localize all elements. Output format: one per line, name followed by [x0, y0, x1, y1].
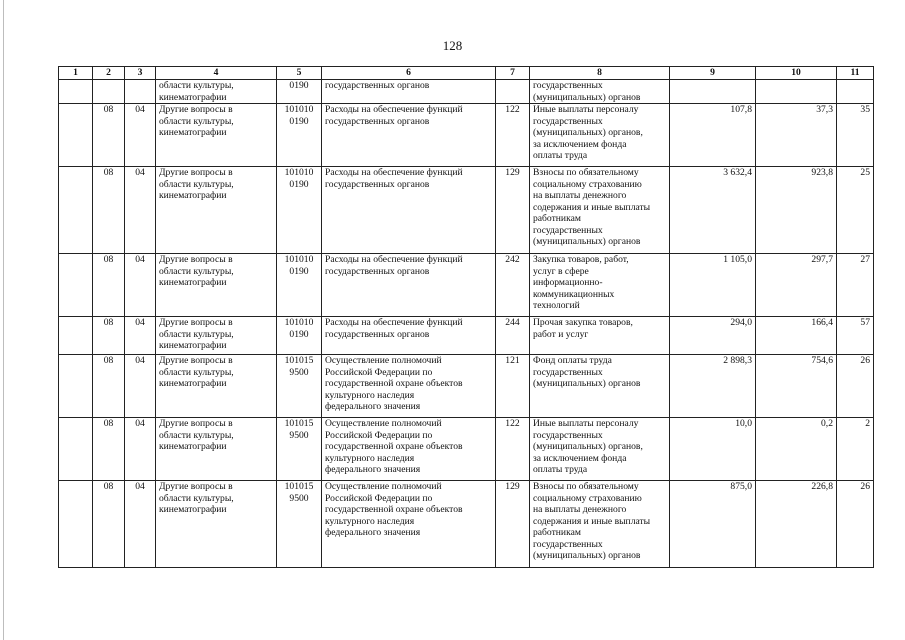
plan-amount-cell [670, 80, 756, 104]
target-article-name-cell: Осуществление полномочий Российской Федерации по государственной охране объектов культурного наследия федерального значения [322, 481, 496, 568]
section-name-cell: Другие вопросы в области культуры, кинематографии [156, 254, 277, 317]
budget-table [58, 66, 874, 568]
target-article-cell: 101015 9500 [277, 481, 322, 568]
header-cell: 1 [59, 67, 93, 80]
percent-executed-cell: 27 [837, 254, 874, 317]
expense-type-code-cell: 121 [496, 355, 530, 418]
executed-amount-cell: 166,4 [756, 317, 837, 355]
target-article-name-cell: Осуществление полномочий Российской Федерации по государственной охране объектов культурного наследия федерального значения [322, 418, 496, 481]
expense-type-code-cell: 129 [496, 167, 530, 254]
target-article-name-cell: Расходы на обеспечение функций государственных органов [322, 167, 496, 254]
section-name-cell: Другие вопросы в области культуры, кинематографии [156, 481, 277, 568]
section-code-cell: 08 [93, 481, 125, 568]
section-code-cell: 08 [93, 254, 125, 317]
percent-executed-cell: 2 [837, 418, 874, 481]
header-cell: 7 [496, 67, 530, 80]
expense-type-code-cell [496, 80, 530, 104]
table-row [59, 418, 874, 481]
expense-type-code-cell: 122 [496, 418, 530, 481]
table-row [59, 355, 874, 418]
executed-amount-cell: 754,6 [756, 355, 837, 418]
col-1-cell [59, 418, 93, 481]
plan-amount-cell: 10,0 [670, 418, 756, 481]
section-name-cell: Другие вопросы в области культуры, кинематографии [156, 355, 277, 418]
subsection-code-cell: 04 [125, 481, 156, 568]
expense-type-name-cell: Иные выплаты персоналу государственных (муниципальных) органов, за исключением фонда оплаты труда [530, 104, 670, 167]
section-name-cell: Другие вопросы в области культуры, кинематографии [156, 167, 277, 254]
expense-type-name-cell: Взносы по обязательному социальному страхованию на выплаты денежного содержания и иные выплаты работникам государственных (муниципальных) органов [530, 481, 670, 568]
percent-executed-cell: 35 [837, 104, 874, 167]
section-code-cell: 08 [93, 418, 125, 481]
executed-amount-cell [756, 80, 837, 104]
section-code-cell: 08 [93, 355, 125, 418]
section-name-cell: Другие вопросы в области культуры, кинематографии [156, 104, 277, 167]
target-article-cell: 101010 0190 [277, 104, 322, 167]
expense-type-code-cell: 122 [496, 104, 530, 167]
expense-type-name-cell: Иные выплаты персоналу государственных (муниципальных) органов, за исключением фонда оплаты труда [530, 418, 670, 481]
header-cell: 4 [156, 67, 277, 80]
target-article-name-cell: Расходы на обеспечение функций государственных органов [322, 254, 496, 317]
section-name-cell: области культуры, кинематографии [156, 80, 277, 104]
table-row [59, 481, 874, 568]
col-1-cell [59, 317, 93, 355]
scan-margin-line [3, 0, 4, 640]
expense-type-code-cell: 244 [496, 317, 530, 355]
section-code-cell: 08 [93, 167, 125, 254]
expense-type-code-cell: 129 [496, 481, 530, 568]
header-row [59, 67, 874, 80]
section-code-cell: 08 [93, 317, 125, 355]
target-article-name-cell: Расходы на обеспечение функций государственных органов [322, 317, 496, 355]
header-cell: 2 [93, 67, 125, 80]
executed-amount-cell: 923,8 [756, 167, 837, 254]
col-1-cell [59, 167, 93, 254]
table-row [59, 317, 874, 355]
header-cell: 6 [322, 67, 496, 80]
executed-amount-cell: 297,7 [756, 254, 837, 317]
percent-executed-cell: 26 [837, 355, 874, 418]
subsection-code-cell: 04 [125, 254, 156, 317]
subsection-code-cell: 04 [125, 104, 156, 167]
plan-amount-cell: 3 632,4 [670, 167, 756, 254]
plan-amount-cell: 1 105,0 [670, 254, 756, 317]
header-cell: 9 [670, 67, 756, 80]
col-1-cell [59, 104, 93, 167]
col-1-cell [59, 355, 93, 418]
col-1-cell [59, 80, 93, 104]
page-number: 128 [442, 38, 463, 53]
target-article-cell: 101010 0190 [277, 254, 322, 317]
subsection-code-cell: 04 [125, 167, 156, 254]
plan-amount-cell: 107,8 [670, 104, 756, 167]
target-article-cell: 101015 9500 [277, 355, 322, 418]
target-article-cell: 101010 0190 [277, 317, 322, 355]
expense-type-name-cell: Взносы по обязательному социальному страхованию на выплаты денежного содержания и иные выплаты работникам государственных (муниципальных) органов [530, 167, 670, 254]
section-name-cell: Другие вопросы в области культуры, кинематографии [156, 317, 277, 355]
header-cell: 11 [837, 67, 874, 80]
percent-executed-cell [837, 80, 874, 104]
expense-type-name-cell: Фонд оплаты труда государственных (муниципальных) органов [530, 355, 670, 418]
subsection-code-cell: 04 [125, 317, 156, 355]
table-row [59, 254, 874, 317]
expense-type-name-cell: Закупка товаров, работ, услуг в сфере информационно- коммуникационных технологий [530, 254, 670, 317]
percent-executed-cell: 25 [837, 167, 874, 254]
target-article-name-cell: Осуществление полномочий Российской Федерации по государственной охране объектов культурного наследия федерального значения [322, 355, 496, 418]
executed-amount-cell: 0,2 [756, 418, 837, 481]
plan-amount-cell: 875,0 [670, 481, 756, 568]
header-cell: 5 [277, 67, 322, 80]
subsection-code-cell [125, 80, 156, 104]
table-row [59, 104, 874, 167]
section-code-cell [93, 80, 125, 104]
col-1-cell [59, 254, 93, 317]
subsection-code-cell: 04 [125, 418, 156, 481]
header-cell: 8 [530, 67, 670, 80]
section-name-cell: Другие вопросы в области культуры, кинематографии [156, 418, 277, 481]
plan-amount-cell: 294,0 [670, 317, 756, 355]
executed-amount-cell: 37,3 [756, 104, 837, 167]
table-row [59, 80, 874, 104]
target-article-name-cell: Расходы на обеспечение функций государственных органов [322, 104, 496, 167]
percent-executed-cell: 26 [837, 481, 874, 568]
expense-type-code-cell: 242 [496, 254, 530, 317]
target-article-cell: 0190 [277, 80, 322, 104]
target-article-name-cell: государственных органов [322, 80, 496, 104]
target-article-cell: 101015 9500 [277, 418, 322, 481]
plan-amount-cell: 2 898,3 [670, 355, 756, 418]
section-code-cell: 08 [93, 104, 125, 167]
percent-executed-cell: 57 [837, 317, 874, 355]
table-row [59, 167, 874, 254]
expense-type-name-cell: Прочая закупка товаров, работ и услуг [530, 317, 670, 355]
col-1-cell [59, 481, 93, 568]
expense-type-name-cell: государственных (муниципальных) органов [530, 80, 670, 104]
header-cell: 10 [756, 67, 837, 80]
subsection-code-cell: 04 [125, 355, 156, 418]
target-article-cell: 101010 0190 [277, 167, 322, 254]
executed-amount-cell: 226,8 [756, 481, 837, 568]
header-cell: 3 [125, 67, 156, 80]
